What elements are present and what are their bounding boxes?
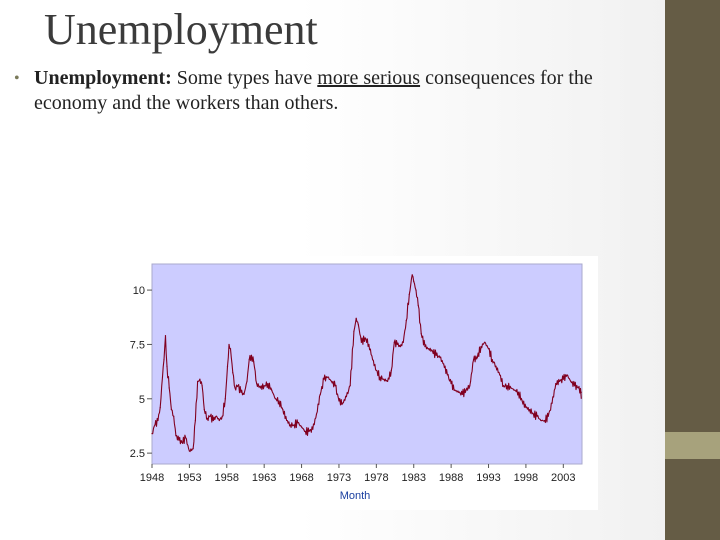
data-point (379, 376, 380, 377)
x-tick-label: 1948 (139, 472, 165, 484)
data-point (267, 383, 268, 384)
data-point (372, 359, 373, 360)
data-point (316, 413, 317, 414)
data-point (165, 335, 166, 336)
data-point (499, 374, 500, 375)
bullet-emphasis: more serious (317, 67, 421, 89)
data-point (202, 385, 203, 386)
data-point (335, 385, 336, 386)
data-point (160, 407, 161, 408)
bullet-text (34, 66, 659, 116)
data-point (492, 359, 493, 360)
data-point (443, 363, 444, 364)
data-point (469, 385, 470, 386)
data-point (581, 392, 582, 393)
data-point (312, 429, 313, 430)
data-point (540, 420, 541, 421)
data-point (251, 355, 252, 356)
plot-area (152, 264, 582, 464)
y-tick-label: 2.5 (129, 448, 145, 461)
data-point (415, 289, 416, 290)
data-point (234, 387, 235, 388)
data-point (514, 389, 515, 390)
data-point (409, 294, 410, 295)
data-point (181, 442, 182, 443)
data-point (356, 318, 357, 319)
data-point (555, 383, 556, 384)
data-point (507, 385, 508, 386)
slide-title: Unemployment (44, 5, 318, 54)
data-point (207, 418, 208, 419)
data-point (346, 396, 347, 397)
data-point (477, 357, 478, 358)
data-point (193, 448, 194, 449)
data-point (563, 379, 564, 380)
data-point (383, 379, 384, 380)
data-point (253, 361, 254, 362)
data-point (551, 403, 552, 404)
y-tick-label: 10 (132, 285, 145, 298)
x-tick-label: 1963 (251, 472, 277, 484)
data-point (197, 381, 198, 382)
data-point (421, 333, 422, 334)
data-point (454, 389, 455, 390)
data-point (237, 385, 238, 386)
data-point (397, 344, 398, 345)
bullet-lead: Unemployment: (34, 67, 172, 89)
data-point (503, 385, 504, 386)
data-point (403, 342, 404, 343)
data-point (473, 359, 474, 360)
x-tick-label: 1968 (289, 472, 314, 484)
data-point (428, 348, 429, 349)
data-point (171, 409, 172, 410)
unemployment-chart (114, 256, 598, 510)
data-point (518, 392, 519, 393)
data-point (308, 431, 309, 432)
data-point (458, 392, 459, 393)
data-point (275, 398, 276, 399)
data-point (323, 379, 324, 380)
x-tick-label: 1998 (513, 472, 539, 484)
data-point (173, 416, 174, 417)
data-point (166, 366, 167, 367)
data-point (256, 383, 257, 384)
data-point (432, 350, 433, 351)
data-point (157, 420, 158, 421)
bullet-pre: Some types have (171, 67, 318, 89)
data-point (574, 385, 575, 386)
data-point (331, 381, 332, 382)
data-point (297, 422, 298, 423)
data-point (391, 370, 392, 371)
data-point (451, 383, 452, 384)
data-point (358, 324, 359, 325)
data-point (301, 426, 302, 427)
data-point (264, 385, 265, 386)
data-point (154, 424, 155, 425)
data-point (447, 374, 448, 375)
data-point (162, 376, 163, 377)
data-point (195, 420, 196, 421)
data-point (400, 346, 401, 347)
data-point (246, 381, 247, 382)
data-point (228, 344, 229, 345)
data-point (286, 420, 287, 421)
x-tick-label: 2003 (551, 472, 576, 484)
side-bar (665, 0, 720, 540)
data-point (178, 439, 179, 440)
data-point (293, 424, 294, 425)
data-point (361, 342, 362, 343)
data-point (353, 331, 354, 332)
data-point (488, 348, 489, 349)
chart-container (114, 256, 598, 510)
data-point (282, 409, 283, 410)
data-point (566, 374, 567, 375)
data-point (204, 409, 205, 410)
data-point (484, 342, 485, 343)
data-point (219, 420, 220, 421)
data-point (495, 366, 496, 367)
data-point (436, 355, 437, 356)
data-point (412, 274, 413, 275)
y-tick-label: 5 (138, 393, 145, 406)
x-tick-label: 1973 (326, 472, 352, 484)
y-tick-label: 7.5 (129, 339, 145, 352)
data-point (548, 416, 549, 417)
data-point (342, 403, 343, 404)
data-point (570, 381, 571, 382)
data-point (529, 409, 530, 410)
data-point (169, 387, 170, 388)
data-point (290, 424, 291, 425)
data-point (230, 348, 231, 349)
data-point (368, 344, 369, 345)
data-point (240, 392, 241, 393)
x-tick-label: 1953 (177, 472, 202, 484)
data-point (533, 413, 534, 414)
data-point (439, 357, 440, 358)
x-axis-label: Month (339, 490, 371, 502)
data-point (387, 381, 388, 382)
data-point (338, 400, 339, 401)
data-point (327, 376, 328, 377)
data-point (559, 381, 560, 382)
data-point (163, 359, 164, 360)
x-tick-label: 1988 (438, 472, 464, 484)
data-point (249, 359, 250, 360)
bullet-dot: • (14, 70, 20, 87)
data-point (424, 346, 425, 347)
side-accent (665, 432, 720, 459)
data-point (376, 370, 377, 371)
data-point (537, 416, 538, 417)
x-tick-label: 1993 (476, 472, 501, 484)
x-tick-label: 1958 (214, 472, 240, 484)
data-point (394, 342, 395, 343)
bullet-post: consequences for the economy and the workers than others. (34, 67, 593, 114)
x-tick-label: 1978 (364, 472, 389, 484)
data-point (222, 416, 223, 417)
x-tick-label: 1983 (401, 472, 426, 484)
data-point (406, 320, 407, 321)
data-point (365, 337, 366, 338)
data-point (227, 366, 228, 367)
data-point (243, 394, 244, 395)
data-point (413, 281, 414, 282)
data-point (465, 389, 466, 390)
data-point (271, 389, 272, 390)
data-point (418, 305, 419, 306)
data-point (216, 416, 217, 417)
data-point (578, 387, 579, 388)
data-point (189, 450, 190, 451)
data-point (544, 420, 545, 421)
data-point (175, 435, 176, 436)
data-point (480, 346, 481, 347)
data-point (225, 398, 226, 399)
data-point (260, 387, 261, 388)
data-point (199, 379, 200, 380)
data-point (151, 433, 152, 434)
data-point (210, 416, 211, 417)
data-point (305, 431, 306, 432)
data-point (232, 372, 233, 373)
data-point (525, 407, 526, 408)
data-point (350, 385, 351, 386)
data-point (320, 394, 321, 395)
data-point (213, 420, 214, 421)
data-point (279, 400, 280, 401)
data-point (185, 437, 186, 438)
data-point (462, 394, 463, 395)
data-point (522, 400, 523, 401)
data-point (510, 387, 511, 388)
